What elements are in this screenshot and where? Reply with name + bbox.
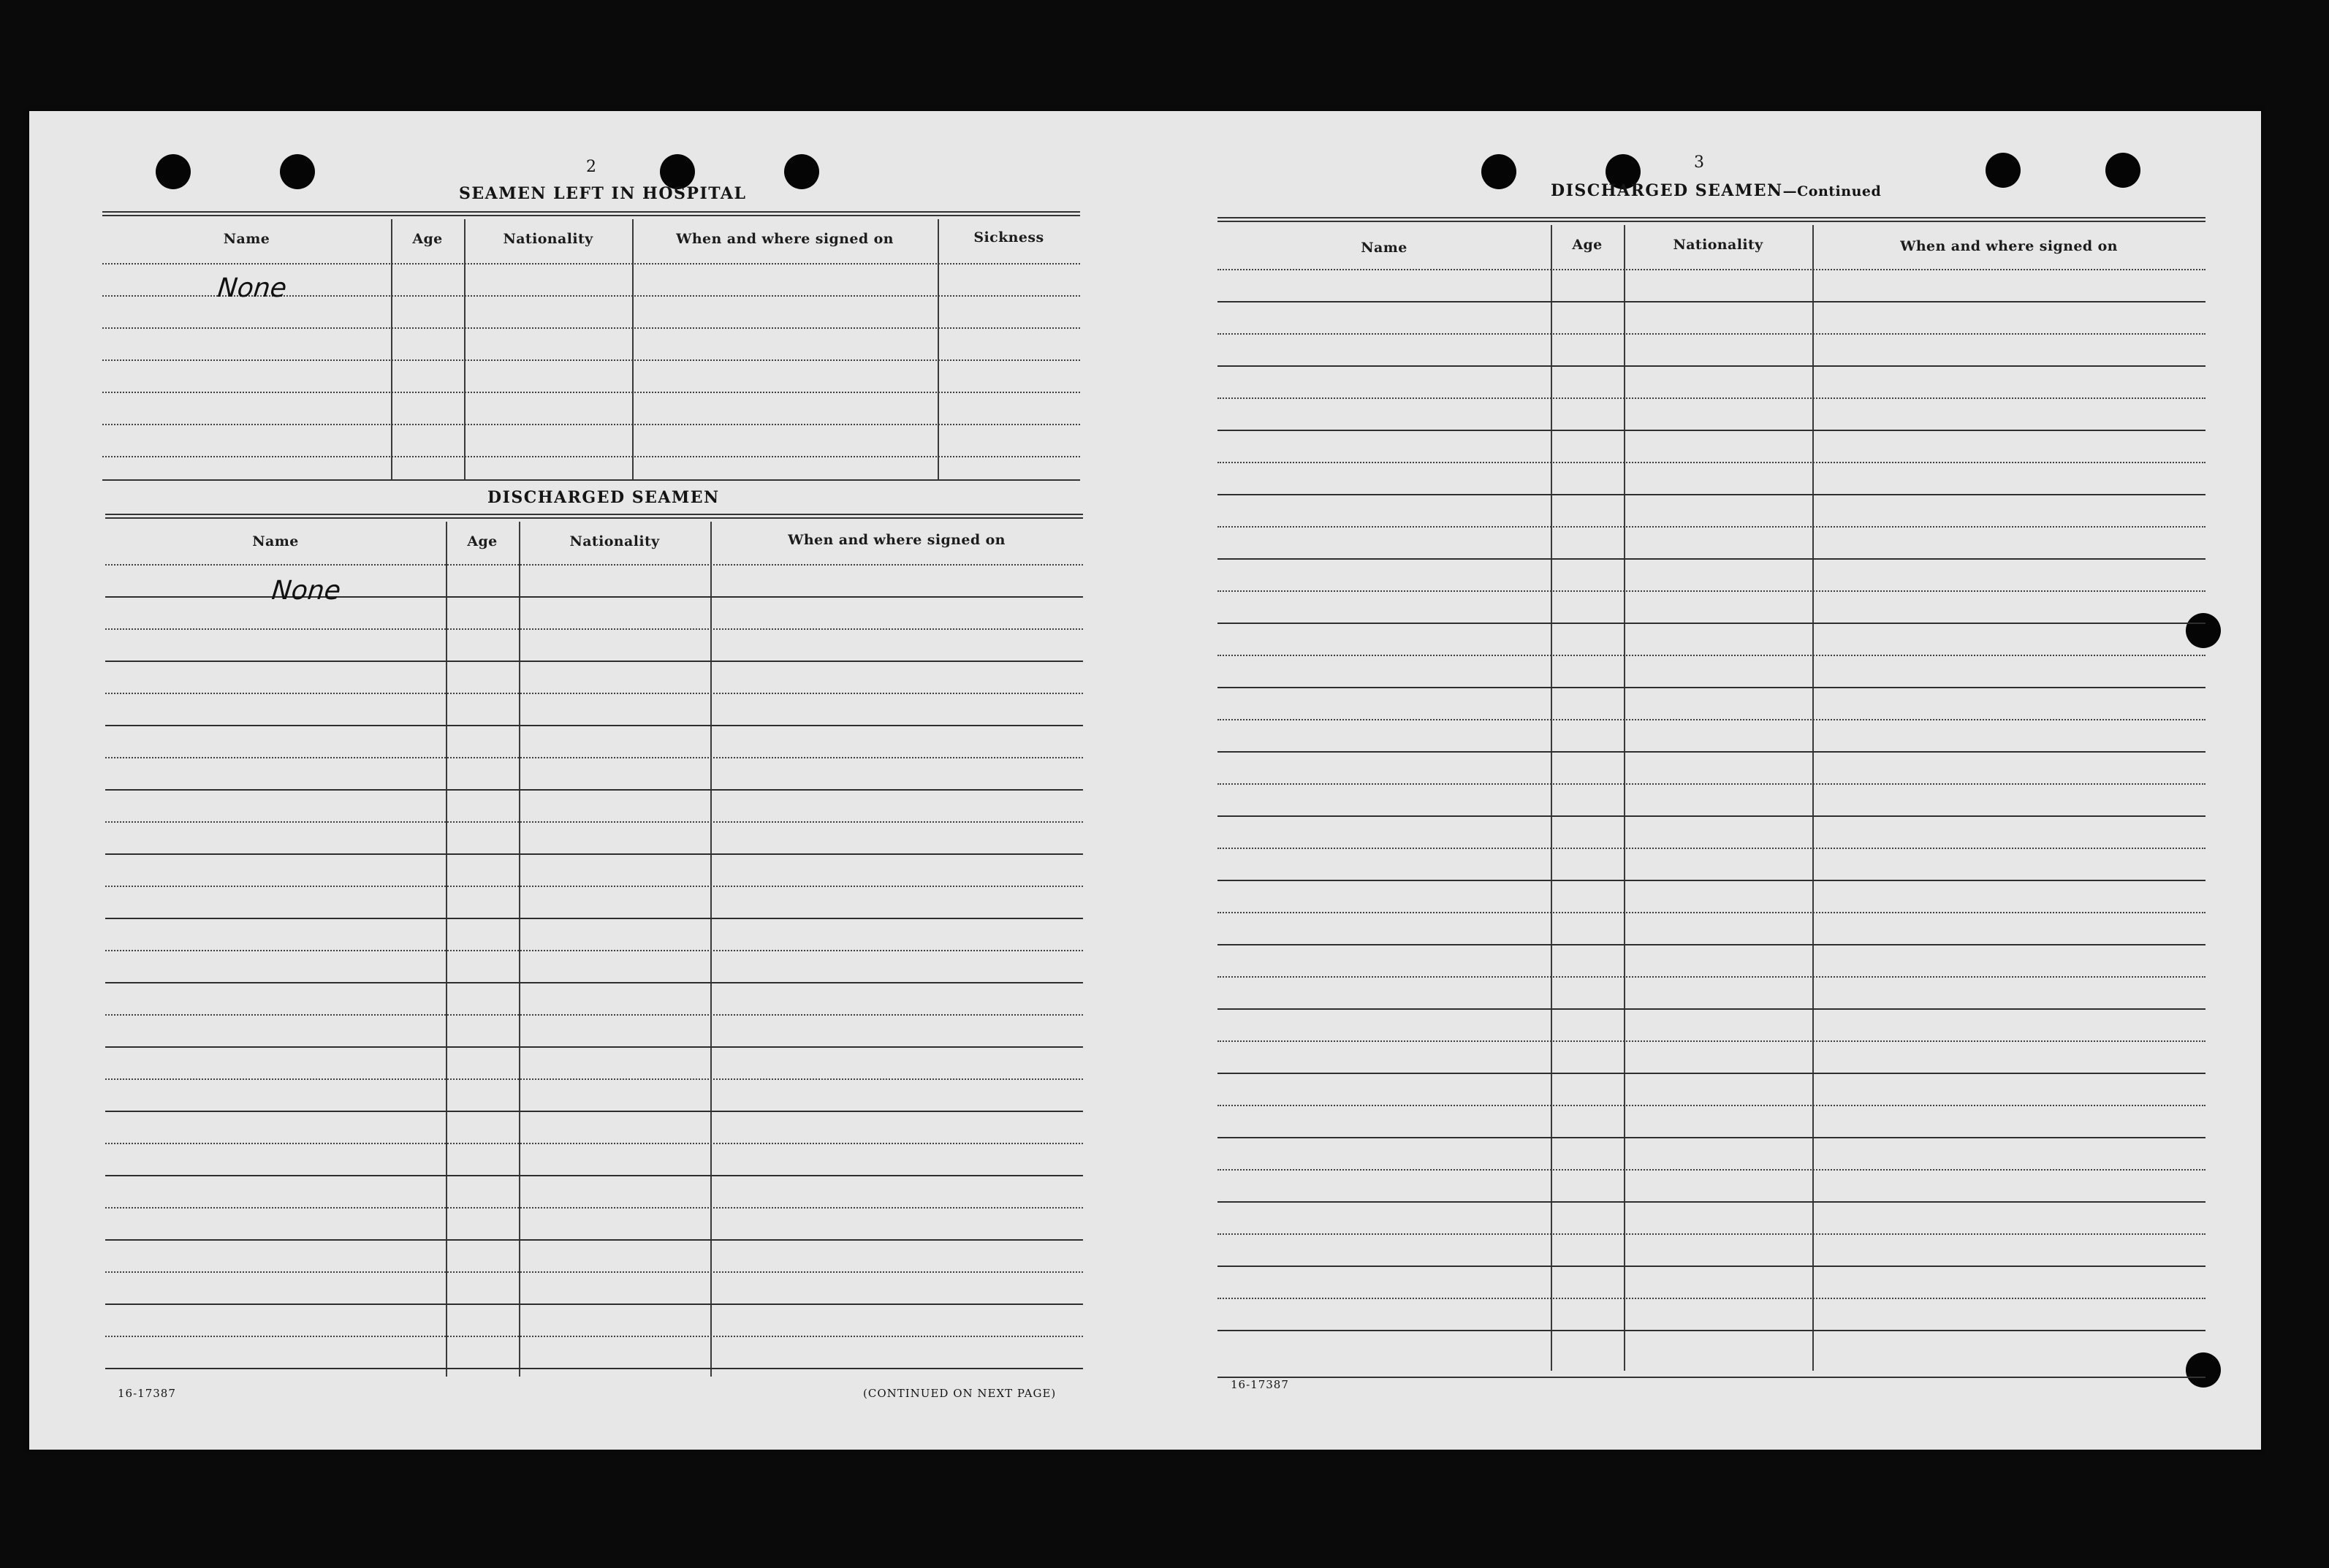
row-rule xyxy=(105,886,1083,887)
row-rule xyxy=(105,628,1083,630)
column-divider xyxy=(464,219,466,479)
punch-hole xyxy=(784,154,819,189)
row-rule xyxy=(105,821,1083,823)
row-rule xyxy=(1217,1008,2205,1010)
row-rule xyxy=(1217,1201,2205,1203)
row-rule xyxy=(1217,526,2205,528)
row-rule xyxy=(1217,944,2205,945)
row-rule xyxy=(102,424,1080,425)
row-rule xyxy=(1217,1233,2205,1235)
row-rule xyxy=(1217,1105,2205,1106)
title-rule xyxy=(105,514,1083,519)
row-rule xyxy=(105,1143,1083,1144)
row-rule xyxy=(1217,655,2205,656)
punch-hole xyxy=(1481,154,1516,189)
col-header-name: Name xyxy=(252,533,299,549)
col-header-nationality: Nationality xyxy=(569,533,660,549)
punch-hole xyxy=(156,154,191,189)
row-rule xyxy=(105,1207,1083,1209)
row-rule xyxy=(1217,365,2205,367)
row-rule xyxy=(105,853,1083,855)
row-rule xyxy=(1217,1330,2205,1331)
row-rule xyxy=(1217,1169,2205,1171)
bottom-rule xyxy=(1217,1377,2205,1378)
col-header-age: Age xyxy=(412,231,443,247)
column-divider xyxy=(938,219,939,479)
row-rule xyxy=(1217,719,2205,720)
discharged-table xyxy=(105,522,1083,1377)
col-header-nationality: Nationality xyxy=(503,231,593,247)
row-rule xyxy=(1217,1073,2205,1074)
row-rule xyxy=(105,982,1083,983)
handwritten-entry: None xyxy=(216,273,289,303)
row-rule xyxy=(102,456,1080,457)
column-divider xyxy=(446,522,447,1377)
page-number-right: 3 xyxy=(1694,153,1704,172)
row-rule xyxy=(1217,976,2205,978)
row-rule xyxy=(1217,1298,2205,1299)
row-rule xyxy=(1217,783,2205,785)
row-rule xyxy=(105,950,1083,951)
row-rule xyxy=(1217,269,2205,270)
row-rule xyxy=(105,693,1083,694)
section-rule xyxy=(102,479,1080,481)
row-rule xyxy=(102,359,1080,361)
col-header-age: Age xyxy=(467,533,498,549)
row-rule xyxy=(1217,462,2205,463)
hospital-table xyxy=(102,219,1080,479)
row-rule xyxy=(105,1271,1083,1273)
row-rule xyxy=(105,1046,1083,1048)
row-rule xyxy=(1217,590,2205,592)
row-rule xyxy=(105,1239,1083,1241)
discharged-continued-table xyxy=(1217,225,2205,1371)
row-rule xyxy=(1217,848,2205,849)
row-rule xyxy=(105,757,1083,758)
row-rule xyxy=(1217,1266,2205,1267)
col-header-signed-on: When and where signed on xyxy=(1900,238,2118,254)
row-rule xyxy=(102,263,1080,264)
row-rule xyxy=(105,596,1083,598)
column-divider xyxy=(391,219,392,479)
row-rule xyxy=(105,1078,1083,1080)
right-title-main: DISCHARGED SEAMEN xyxy=(1551,181,1783,200)
punch-hole xyxy=(280,154,315,189)
column-divider xyxy=(710,522,712,1377)
row-rule xyxy=(105,1014,1083,1016)
col-header-signed-on: When and where signed on xyxy=(788,532,1006,548)
row-rule xyxy=(105,564,1083,566)
column-divider xyxy=(632,219,634,479)
row-rule xyxy=(105,789,1083,791)
row-rule xyxy=(1217,301,2205,302)
column-divider xyxy=(519,522,520,1377)
row-rule xyxy=(105,1368,1083,1369)
row-rule xyxy=(105,1304,1083,1305)
row-rule xyxy=(1217,623,2205,624)
col-header-name: Name xyxy=(1361,240,1407,256)
row-rule xyxy=(105,918,1083,919)
row-rule xyxy=(105,1111,1083,1112)
continued-note: (CONTINUED ON NEXT PAGE) xyxy=(863,1387,1057,1400)
handwritten-entry: None xyxy=(270,576,343,606)
row-rule xyxy=(105,725,1083,726)
right-page-title xyxy=(1551,181,1881,200)
punch-hole xyxy=(2105,153,2140,188)
right-title-suffix: —Continued xyxy=(1782,183,1882,199)
col-header-age: Age xyxy=(1572,237,1603,253)
row-rule xyxy=(1217,912,2205,913)
row-rule xyxy=(1217,397,2205,399)
form-number-left: 16-17387 xyxy=(118,1387,176,1400)
hospital-section-title: SEAMEN LEFT IN HOSPITAL xyxy=(459,184,747,203)
page-number-left: 2 xyxy=(586,158,596,176)
row-rule xyxy=(102,327,1080,329)
row-rule xyxy=(102,392,1080,393)
row-rule xyxy=(105,1175,1083,1176)
row-rule xyxy=(1217,687,2205,688)
col-header-signed-on: When and where signed on xyxy=(676,231,894,247)
row-rule xyxy=(1217,558,2205,560)
col-header-sickness: Sickness xyxy=(973,229,1044,246)
title-rule xyxy=(1217,217,2205,222)
row-rule xyxy=(1217,333,2205,335)
row-rule xyxy=(1217,815,2205,817)
title-rule xyxy=(102,211,1080,216)
discharged-section-title: DISCHARGED SEAMEN xyxy=(487,488,720,507)
form-number-right: 16-17387 xyxy=(1231,1378,1289,1391)
col-header-name: Name xyxy=(223,231,270,247)
row-rule xyxy=(1217,430,2205,431)
punch-hole xyxy=(1986,153,2021,188)
row-rule xyxy=(105,1336,1083,1337)
row-rule xyxy=(1217,880,2205,881)
row-rule xyxy=(1217,494,2205,495)
col-header-nationality: Nationality xyxy=(1673,237,1763,253)
document-sheet xyxy=(29,111,2261,1450)
row-rule xyxy=(1217,751,2205,753)
row-rule xyxy=(105,661,1083,662)
row-rule xyxy=(1217,1137,2205,1138)
row-rule xyxy=(1217,1040,2205,1042)
